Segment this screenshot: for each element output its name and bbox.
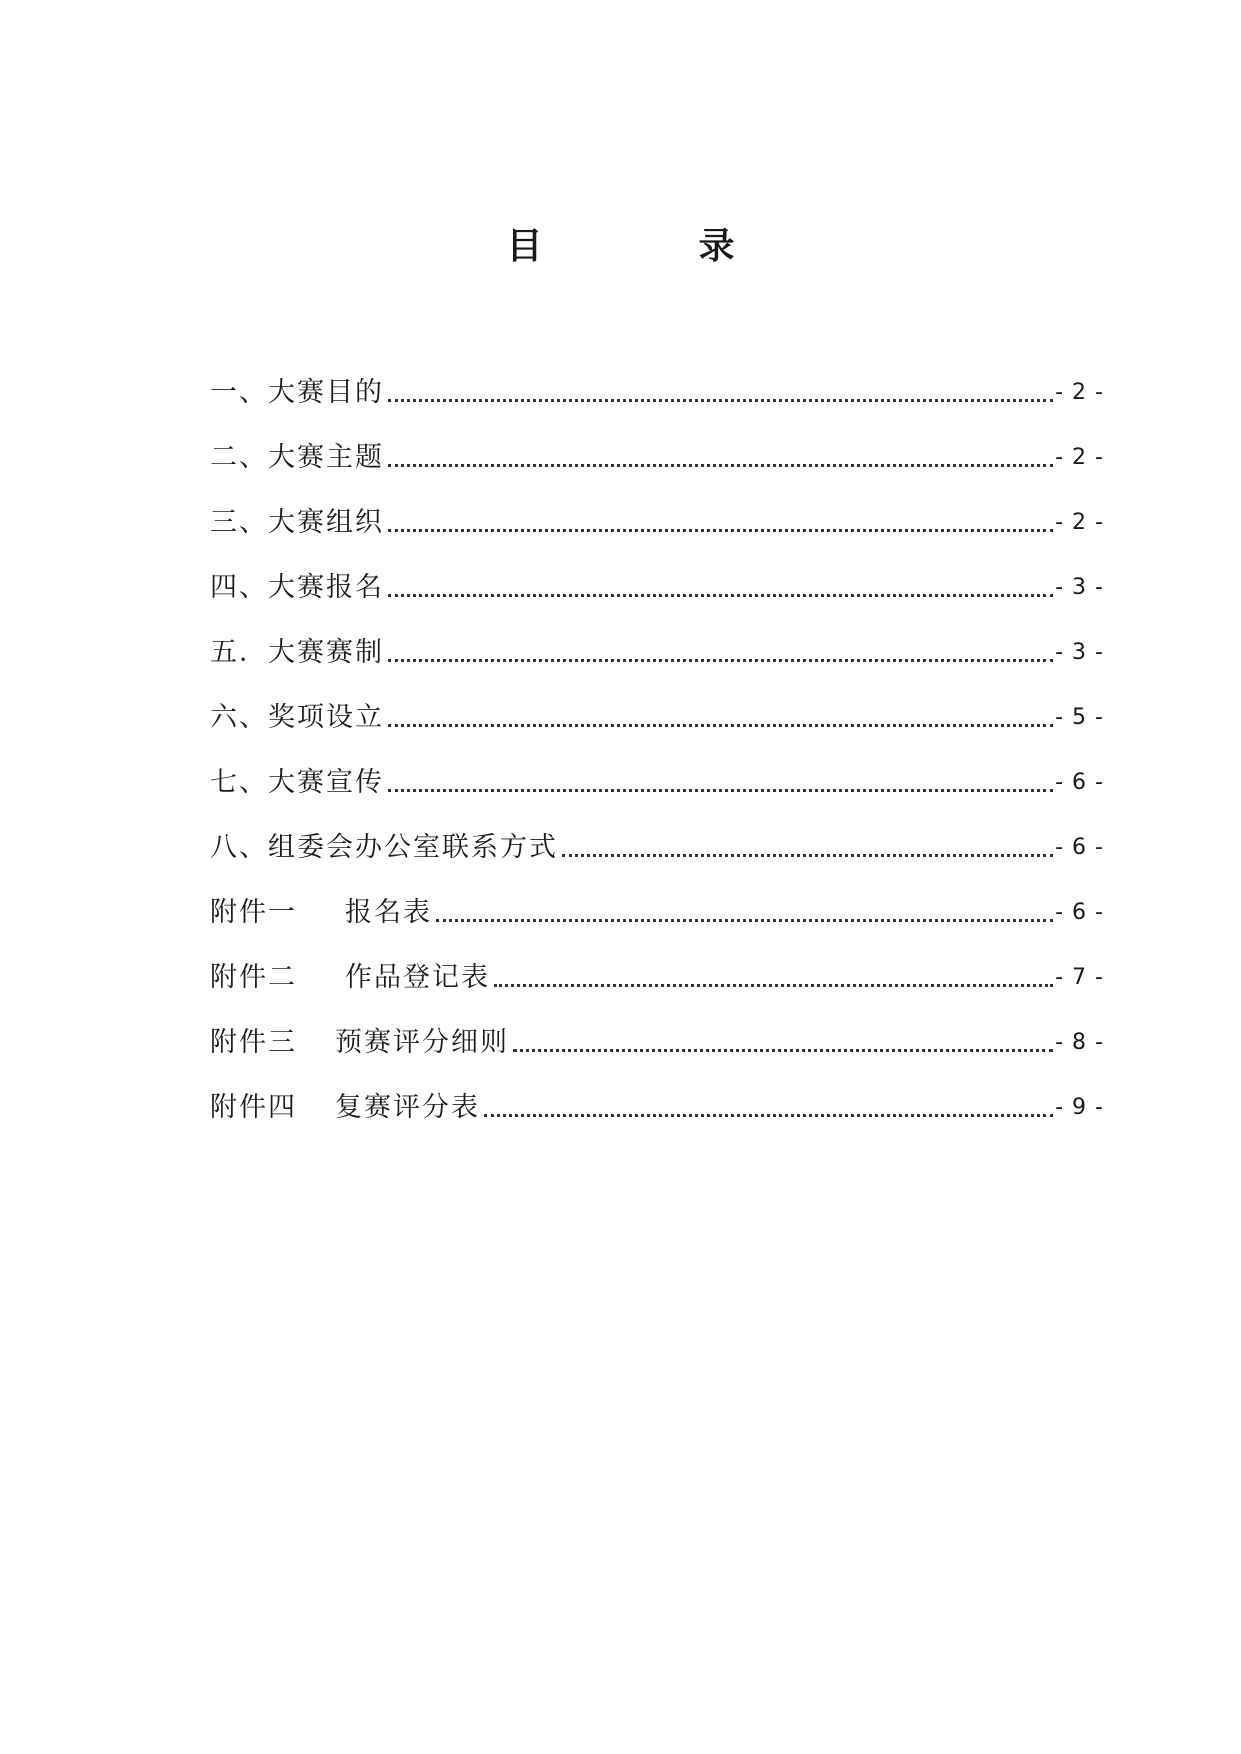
toc-entry-5[interactable] <box>210 610 1104 675</box>
toc-entry-label: 复赛评分表 <box>335 1092 480 1123</box>
toc-dot-leader <box>513 1049 1053 1052</box>
toc-entry-attachment-2[interactable] <box>210 935 1104 1000</box>
toc-entry-page: - 8 - <box>1055 1030 1104 1055</box>
toc-entry-page: - 3 - <box>1055 575 1104 600</box>
toc-entry-number: 附件四 <box>210 1092 297 1123</box>
toc-entry-number: 二、 <box>210 442 268 473</box>
toc-entry-attachment-1[interactable] <box>210 870 1104 935</box>
toc-entry-number: 七、 <box>210 767 268 798</box>
toc-entry-page: - 3 - <box>1055 640 1104 665</box>
toc-entry-attachment-4[interactable] <box>210 1065 1104 1130</box>
toc-entry-attachment-3[interactable] <box>210 1000 1104 1065</box>
toc-entry-page: - 7 - <box>1055 965 1104 990</box>
toc-dot-leader <box>484 1114 1053 1117</box>
toc-entry-7[interactable] <box>210 740 1104 805</box>
toc-entry-page: - 6 - <box>1055 835 1104 860</box>
toc-entry-page: - 5 - <box>1055 705 1104 730</box>
toc-entry-number: 三、 <box>210 507 268 538</box>
toc-dot-leader <box>388 659 1053 662</box>
toc-entry-page: - 2 - <box>1055 510 1104 535</box>
toc-entry-label: 大赛报名 <box>268 572 384 603</box>
toc-entry-label: 大赛目的 <box>268 377 384 408</box>
toc-dot-leader <box>388 724 1053 727</box>
toc-entry-label: 报名表 <box>345 897 432 928</box>
toc-entry-label: 作品登记表 <box>345 962 490 993</box>
toc-entry-page: - 2 - <box>1055 380 1104 405</box>
toc-dot-leader <box>494 984 1053 987</box>
toc-dot-leader <box>388 529 1053 532</box>
toc-entry-6[interactable] <box>210 675 1104 740</box>
toc-entry-label: 大赛组织 <box>268 507 384 538</box>
toc-entry-label: 组委会办公室联系方式 <box>268 832 558 863</box>
toc-entry-page: - 6 - <box>1055 770 1104 795</box>
toc-dot-leader <box>388 789 1053 792</box>
toc-entry-label: 预赛评分细则 <box>335 1027 509 1058</box>
toc-entry-number: 附件二 <box>210 962 297 993</box>
toc-title: 目 录 <box>506 226 795 267</box>
toc-entry-1[interactable] <box>210 350 1104 415</box>
toc-dot-leader <box>388 464 1053 467</box>
table-of-contents <box>210 350 1104 1130</box>
toc-entry-number: 一、 <box>210 377 268 408</box>
toc-entry-2[interactable] <box>210 415 1104 480</box>
toc-entry-label: 奖项设立 <box>268 702 384 733</box>
toc-entry-4[interactable] <box>210 545 1104 610</box>
toc-entry-number: 四、 <box>210 572 268 603</box>
toc-dot-leader <box>388 594 1053 597</box>
toc-entry-8[interactable] <box>210 805 1104 870</box>
toc-dot-leader <box>562 854 1053 857</box>
toc-entry-label: 大赛赛制 <box>268 637 384 668</box>
toc-entry-label: 大赛宣传 <box>268 767 384 798</box>
toc-dot-leader <box>388 399 1053 402</box>
toc-entry-label: 大赛主题 <box>268 442 384 473</box>
toc-entry-number: 五． <box>210 637 268 668</box>
toc-entry-number: 六、 <box>210 702 268 733</box>
toc-entry-number: 附件三 <box>210 1027 297 1058</box>
toc-entry-page: - 2 - <box>1055 445 1104 470</box>
toc-entry-3[interactable] <box>210 480 1104 545</box>
toc-entry-page: - 6 - <box>1055 900 1104 925</box>
toc-entry-number: 附件一 <box>210 897 297 928</box>
toc-entry-number: 八、 <box>210 832 268 863</box>
toc-entry-page: - 9 - <box>1055 1095 1104 1120</box>
toc-dot-leader <box>436 919 1053 922</box>
